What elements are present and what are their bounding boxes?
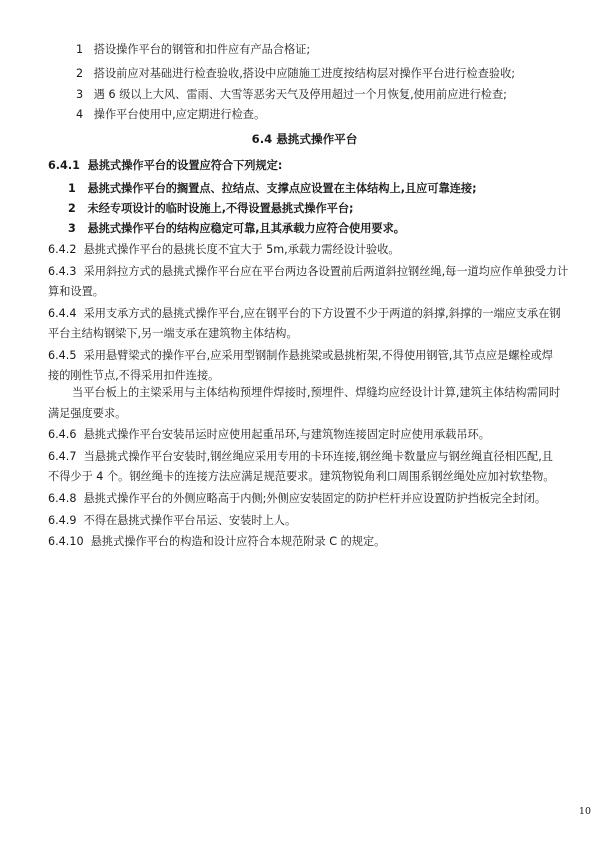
list-item — [68, 222, 405, 236]
list-item — [76, 43, 310, 57]
list-item-text: 搭设操作平台的钢管和扣件应有产品合格证; — [93, 43, 311, 56]
clause-text: 悬挑式操作平台的外侧应略高于内侧;外侧应安装固定的防护栏杆并应设置防护挡板完全封闭。 — [83, 492, 547, 505]
list-item-number: 1 — [76, 43, 84, 56]
clause-text: 不得在悬挑式操作平台吊运、安装时上人。 — [83, 514, 297, 527]
clause-6-4-1 — [48, 159, 282, 173]
clause-6-4-10 — [48, 535, 385, 549]
clause-6-4-4 — [48, 307, 561, 321]
list-item-text: 悬挑式操作平台的结构应稳定可靠,且其承载力应符合使用要求。 — [87, 222, 405, 235]
clause-number: 6.4.3 — [48, 265, 77, 278]
clause-number: 6.4.5 — [48, 349, 77, 362]
paragraph: 当平台板上的主梁采用与主体结构预埋件焊接时,预埋件、焊缝均应经设计计算,建筑主体结构需同时 — [72, 386, 561, 399]
clause-6-4-2 — [48, 243, 400, 257]
clause-continuation: 不得少于 4 个。钢丝绳卡的连接方法应满足规范要求。建筑物锐角利口周围系钢丝绳处应加衬软垫物。 — [48, 470, 555, 483]
list-item — [76, 88, 507, 102]
clause-text: 采用支承方式的悬挑式操作平台,应在钢平台的下方设置不少于两道的斜撑,斜撑的一端应支承在钢 — [83, 307, 561, 320]
list-item-text: 操作平台使用中,应定期进行检查。 — [93, 108, 266, 121]
clause-number: 6.4.7 — [48, 450, 77, 463]
clause-6-4-5 — [48, 349, 553, 363]
clause-number: 6.4.2 — [48, 243, 77, 256]
clause-6-4-8 — [48, 492, 546, 506]
clause-text: 悬挑式操作平台安装吊运时应使用起重吊环,与建筑物连接固定时应使用承载吊环。 — [83, 428, 490, 441]
list-item — [76, 67, 515, 81]
list-item-number: 2 — [76, 67, 84, 80]
paragraph-continuation: 满足强度要求。 — [48, 407, 127, 420]
clause-6-4-7 — [48, 450, 553, 464]
list-item — [68, 182, 477, 196]
list-item-number: 3 — [68, 222, 76, 235]
clause-number: 6.4.4 — [48, 307, 77, 320]
list-item-text: 遇 6 级以上大风、雷雨、大雪等恶劣天气及停用超过一个月恢复,使用前应进行检查; — [93, 88, 507, 101]
clause-number: 6.4.9 — [48, 514, 77, 527]
list-item — [76, 108, 265, 122]
list-item-text: 未经专项设计的临时设施上,不得设置悬挑式操作平台; — [87, 202, 354, 215]
list-item-number: 2 — [68, 202, 76, 215]
clause-number: 6.4.1 — [48, 159, 80, 172]
clause-text: 悬挑式操作平台的设置应符合下列规定: — [87, 159, 283, 172]
clause-number: 6.4.8 — [48, 492, 77, 505]
list-item-number: 4 — [76, 108, 84, 121]
clause-6-4-3 — [48, 265, 568, 279]
clause-continuation: 算和设置。 — [48, 285, 104, 298]
list-item-text: 悬挑式操作平台的搁置点、拉结点、支撑点应设置在主体结构上,且应可靠连接; — [87, 182, 477, 195]
list-item-number: 1 — [68, 182, 76, 195]
clause-text: 采用斜拉方式的悬挑式操作平台应在平台两边各设置前后两道斜拉钢丝绳,每一道均应作单独受力计 — [83, 265, 569, 278]
clause-text: 当悬挑式操作平台安装时,钢丝绳应采用专用的卡环连接,钢丝绳卡数量应与钢丝绳直径相匹配,且 — [83, 450, 553, 463]
clause-number: 6.4.6 — [48, 428, 77, 441]
list-item — [68, 202, 354, 216]
clause-text: 悬挑式操作平台的悬挑长度不宜大于 5m,承载力需经设计验收。 — [83, 243, 400, 256]
clause-text: 悬挑式操作平台的构造和设计应符合本规范附录 C 的规定。 — [90, 535, 386, 548]
clause-continuation: 平台主结构钢梁下,另一端支承在建筑物主体结构。 — [48, 327, 298, 340]
list-item-text: 搭设前应对基础进行检查验收,搭设中应随施工进度按结构层对操作平台进行检查验收; — [93, 67, 516, 80]
clause-continuation: 接的刚性节点,不得采用扣件连接。 — [48, 369, 220, 382]
clause-number: 6.4.10 — [48, 535, 84, 548]
clause-6-4-9 — [48, 514, 296, 528]
clause-6-4-6 — [48, 428, 490, 442]
section-heading: 6.4 悬挑式操作平台 — [251, 132, 358, 146]
clause-text: 采用悬臂梁式的操作平台,应采用型钢制作悬挑梁或悬挑桁架,不得使用钢管,其节点应是螺栓或焊 — [83, 349, 553, 362]
page-number: 10 — [578, 806, 591, 817]
list-item-number: 3 — [76, 88, 84, 101]
